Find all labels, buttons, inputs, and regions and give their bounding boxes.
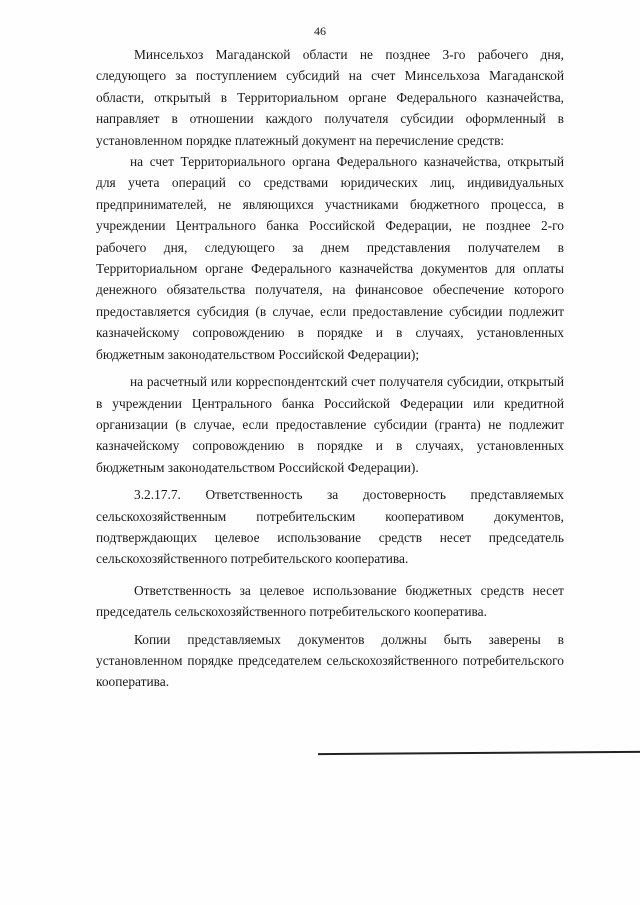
page-number: 46 xyxy=(314,24,326,38)
paragraph-5: Ответственность за целевое использование бюджетных средств несет председатель сельскохозяйственного потребительского кооператива. xyxy=(96,582,564,620)
paragraph-4: 3.2.17.7. Ответственность за достоверность представляемых сельскохозяйственным потребительским кооперативом документов, подтверждающих целевое использование средств несет председатель сельскохозяйственного потребительского кооператива. xyxy=(96,487,564,567)
document-body xyxy=(96,44,564,693)
bottom-divider-line xyxy=(318,751,640,755)
paragraph-3: на расчетный или корреспондентский счет получателя субсидии, открытый в учреждении Центрального банка Российской Федерации или кредитной организации (в случае, если предоставление субсидии (гранта) не подлежит казначейскому сопровождению в порядке и в случаях, установленных бюджетным законодательством Российской Федерации). xyxy=(96,374,564,475)
paragraph-1: Минсельхоз Магаданской области не позднее 3-го рабочего дня, следующего за поступлением субсидий на счет Минсельхоза Магаданской области, открытый в Территориальном органе Федерального казначейства, направляет в отношении каждого получателя субсидии оформленный в установленном порядке платежный документ на перечисление средств: xyxy=(96,47,564,148)
paragraph-2: на счет Территориального органа Федерального казначейства, открытый для учета операций со средствами юридических лиц, индивидуальных предпринимателей, не являющихся участниками бюджетного процесса, в учреждении Центрального банка Российской Федерации, не позднее 2-го рабочего дня, следующего за днем представления получателем в Территориальном органе Федерального казначейства документов для оплаты денежного обязательства получателя, на финансовое обеспечение которого предоставляется субсидия (в случае, если предоставление субсидии подлежит казначейскому сопровождению в порядке и в случаях, установленных бюджетным законодательством Российской Федерации); xyxy=(96,154,564,362)
paragraph-6: Копии представляемых документов должны быть заверены в установленном порядке председателем сельскохозяйственного потребительского кооператива. xyxy=(96,631,564,690)
